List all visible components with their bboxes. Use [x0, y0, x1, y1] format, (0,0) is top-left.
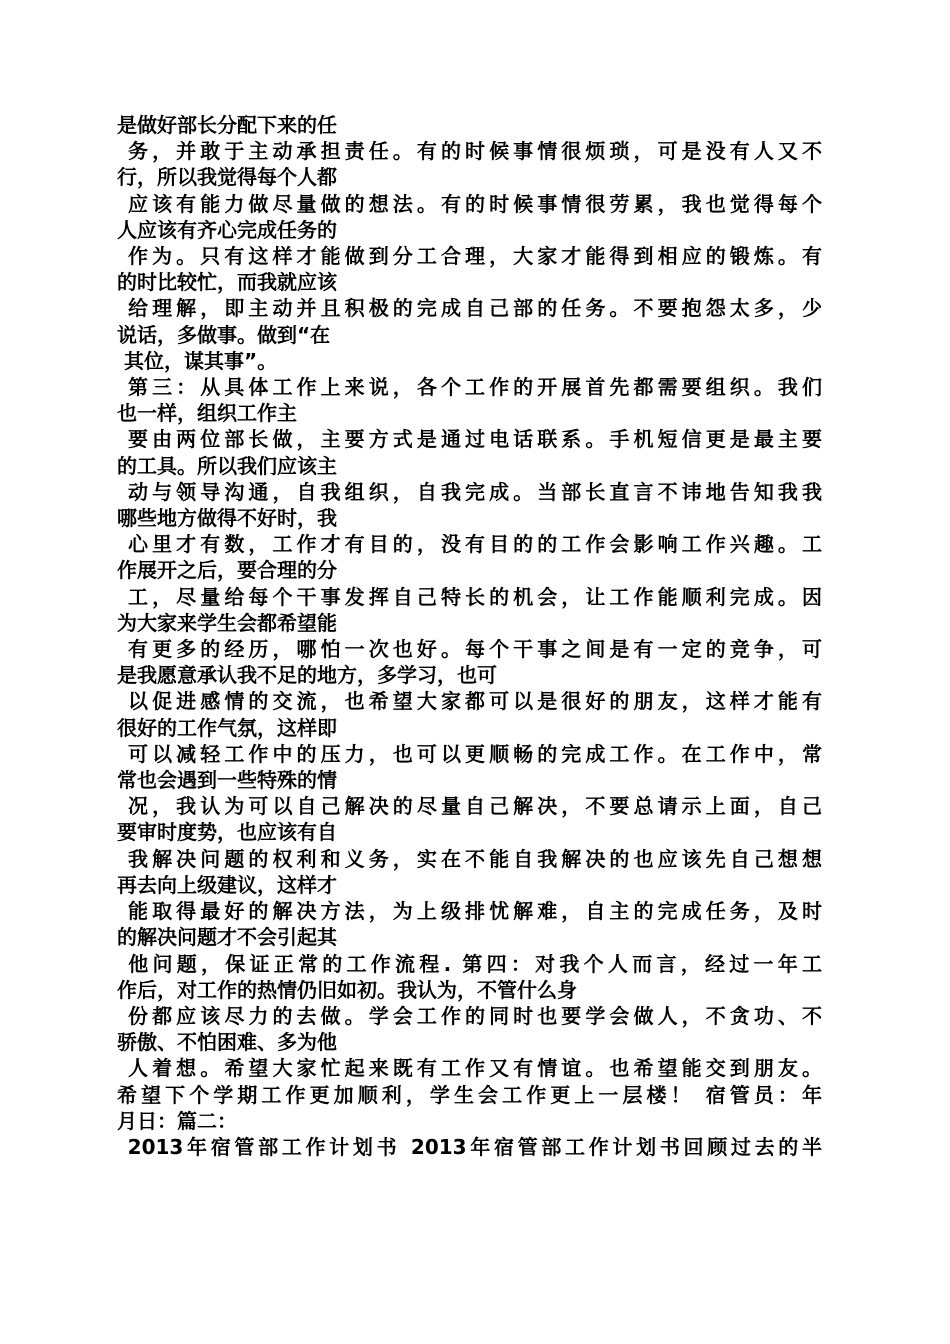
text-line: 动与领导沟通，自我组织，自我完成。当部长直言不讳地告知我我 [117, 479, 822, 504]
text-line: 行，所以我觉得每个人都 [117, 165, 337, 190]
text-line: 是做好部长分配下来的任 [117, 113, 337, 137]
text-line: 有更多的经历，哪怕一次也好。每个干事之间是有一定的竞争，可 [117, 637, 822, 662]
text-line: 他问题，保证正常的工作流程. 第四：对我个人而言，经过一年工 [117, 951, 822, 976]
text-line: 哪些地方做得不好时，我 [117, 506, 337, 531]
text-line: 月日：篇二： [117, 1108, 237, 1133]
text-line: 其位，谋其事”。 [117, 348, 278, 373]
text-line: 为大家来学生会都希望能 [117, 610, 337, 635]
text-line: 的工具。所以我们应该主 [117, 453, 337, 478]
text-line: 很好的工作气氛，这样即 [117, 715, 337, 740]
text-line: 作展开之后，要合理的分 [117, 558, 337, 583]
text-line: 份都应该尽力的去做。学会工作的同时也要学会做人，不贪功、不 [117, 1003, 822, 1028]
text-line: 的解决问题才不会引起其 [117, 925, 337, 950]
text-line: 要由两位部长做，主要方式是通过电话联系。手机短信更是最主要 [117, 427, 822, 452]
text-line: 要审时度势，也应该有自 [117, 820, 337, 845]
text-line: 2013年宿管部工作计划书 2013年宿管部工作计划书回顾过去的半 [117, 1134, 822, 1159]
text-line: 能取得最好的解决方法，为上级排忧解难，自主的完成任务，及时 [117, 899, 822, 924]
text-line: 常也会遇到一些特殊的情 [117, 768, 337, 793]
text-line: 给理解，即主动并且积极的完成自己部的任务。不要抱怨太多，少 [117, 296, 822, 321]
text-line: 人应该有齐心完成任务的 [117, 217, 337, 242]
text-line: 应该有能力做尽量做的想法。有的时候事情很劳累，我也觉得每个 [117, 191, 822, 216]
text-line: 以促进感情的交流，也希望大家都可以是很好的朋友，这样才能有 [117, 689, 822, 714]
text-line: 可以减轻工作中的压力，也可以更顺畅的完成工作。在工作中，常 [117, 741, 822, 766]
text-line: 说话，多做事。做到“在 [117, 322, 331, 347]
text-line: 的时比较忙，而我就应该 [117, 270, 337, 295]
text-line: 我解决问题的权利和义务，实在不能自我解决的也应该先自己想想 [117, 846, 822, 871]
text-line: 第三：从具体工作上来说，各个工作的开展首先都需要组织。我们 [117, 375, 822, 400]
text-line: 再去向上级建议，这样才 [117, 872, 337, 897]
text-line: 是我愿意承认我不足的地方，多学习，也可 [117, 663, 497, 688]
text-line: 心里才有数，工作才有目的，没有目的的工作会影响工作兴趣。工 [117, 532, 822, 557]
text-line: 骄傲、不怕困难、多为他 [117, 1030, 337, 1055]
text-line: 人着想。希望大家忙起来既有工作又有情谊。也希望能交到朋友。 [117, 1056, 822, 1081]
text-line: 希望下个学期工作更加顺利，学生会工作更上一层楼！ 宿管员：年 [117, 1082, 822, 1107]
text-line: 务，并敢于主动承担责任。有的时候事情很烦琐，可是没有人又不 [117, 139, 822, 164]
text-line: 也一样，组织工作主 [117, 401, 297, 426]
text-line: 况，我认为可以自己解决的尽量自己解决，不要总请示上面，自己 [117, 794, 822, 819]
text-line: 作后，对工作的热情仍旧如初。我认为，不管什么身 [117, 977, 577, 1002]
document-body [117, 112, 822, 1160]
text-line: 工，尽量给每个干事发挥自己特长的机会，让工作能顺利完成。因 [117, 584, 822, 609]
text-line: 作为。只有这样才能做到分工合理，大家才能得到相应的锻炼。有 [117, 244, 822, 269]
